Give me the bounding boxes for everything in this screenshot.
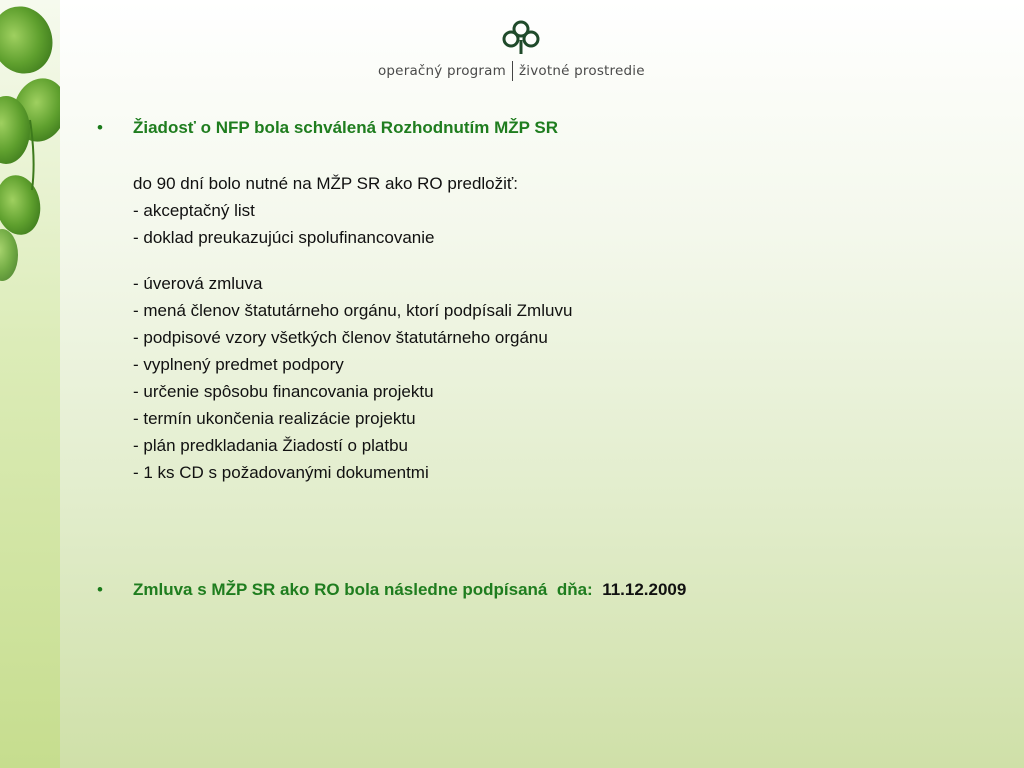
logo-text-left: operačný program — [377, 63, 506, 79]
program-logo — [340, 20, 700, 82]
list-item: - vyplnený predmet podpory — [133, 355, 344, 374]
bullet1-group2 — [133, 270, 572, 486]
list-item: - úverová zmluva — [133, 274, 263, 293]
clover-leaves-icon — [0, 0, 60, 300]
list-item: - plán predkladania Žiadostí o platbu — [133, 436, 409, 455]
bullet1-intro: do 90 dní bolo nutné na MŽP SR ako RO predložiť: — [133, 174, 519, 193]
logo-text-right: životné prostredie — [519, 63, 645, 79]
list-item: - podpisové vzory všetkých členov štatutárneho orgánu — [133, 328, 548, 347]
list-item: - doklad preukazujúci spolufinancovanie — [133, 228, 435, 247]
bullet1-group1 — [133, 170, 518, 251]
bullet2-heading-text: Zmluva s MŽP SR ako RO bola následne podpísaná dňa: — [133, 580, 593, 599]
list-item: - 1 ks CD s požadovanými dokumentmi — [133, 463, 429, 482]
bullet-marker: • — [97, 580, 103, 599]
bullet1-heading: Žiadosť o NFP bola schválená Rozhodnutím MŽP SR — [133, 118, 559, 137]
decorative-sidebar — [0, 0, 60, 768]
list-item: - mená členov štatutárneho orgánu, ktorí podpísali Zmluvu — [133, 301, 573, 320]
list-item: - akceptačný list — [133, 201, 255, 220]
list-item: - určenie spôsobu financovania projektu — [133, 382, 434, 401]
list-item: - termín ukončenia realizácie projektu — [133, 409, 416, 428]
bullet-marker: • — [97, 118, 103, 137]
contract-date: 11.12.2009 — [602, 580, 687, 599]
bullet2-heading — [133, 580, 686, 600]
clover-logo-icon — [502, 20, 540, 56]
